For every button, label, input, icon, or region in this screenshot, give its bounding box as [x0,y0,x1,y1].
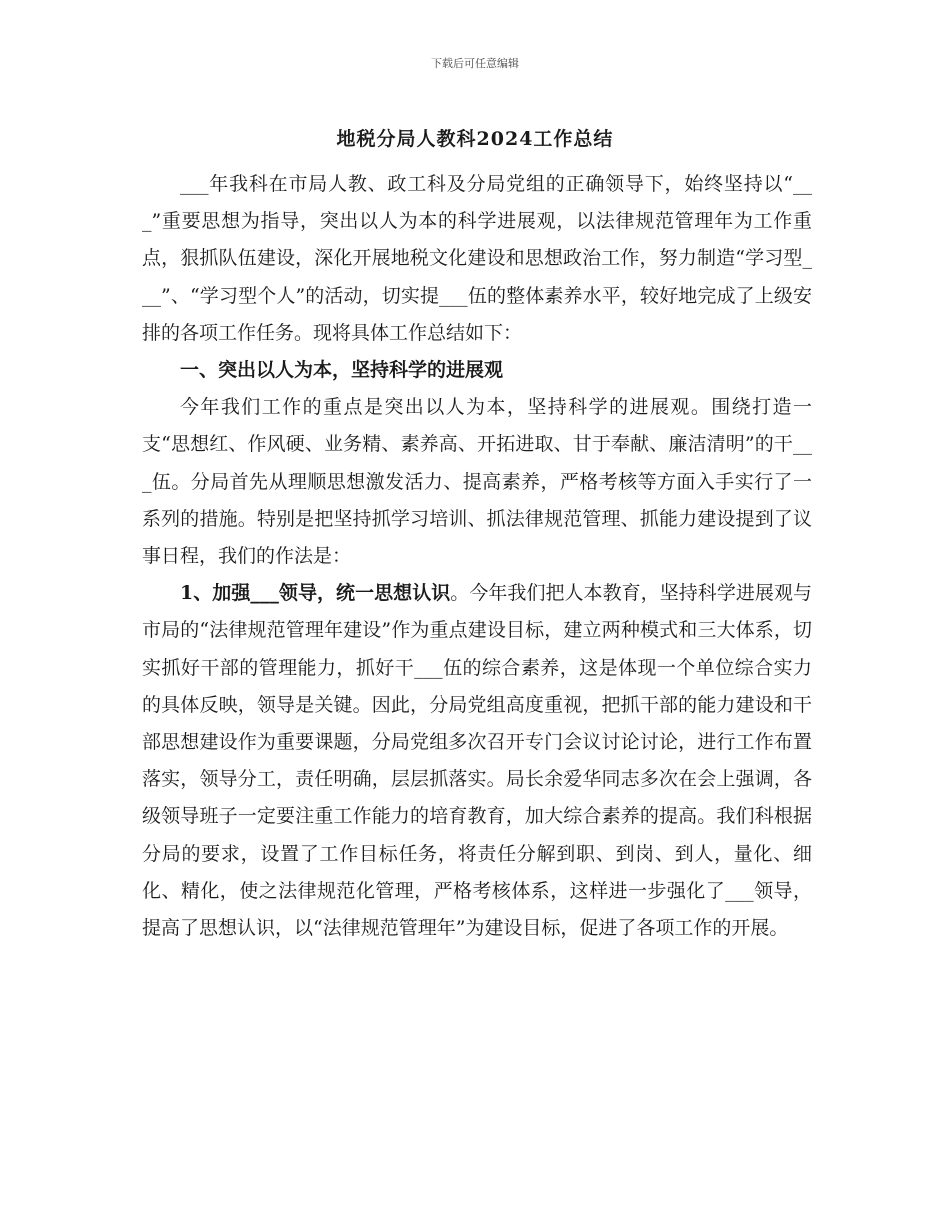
intro-paragraph: ___年我科在市局人教、政工科及分局党组的正确领导下，始终坚持以“___”重要思想为指导，突出以人为本的科学进展观，以法律规范管理年为工作重点，狠抓队伍建设，深化开展地税文化建设和思想政治工作，努力制造“学习型___”、“学习型个人”的活动，切实提___伍的整体素养水平，较好地完成了上级安排的各项工作任务。现将具体工作总结如下： [142,173,812,344]
item-1-body: 。今年我们把人本教育，坚持科学进展观与市局的“法律规范管理年建设”作为重点建设目标，建立两种模式和三大体系，切实抓好干部的管理能力，抓好干___伍的综合素养，这是体现一个单位综合实力的具体反映，领导是关键。因此，分局党组高度重视，把抓干部的能力建设和干部思想建设作为重要课题，分局党组多次召开专门会议讨论讨论，进行工作布置落实，领导分工，责任明确，层层抓落实。局长余爱华同志多次在会上强调，各级领导班子一定要注重工作能力的培育教育，加大综合素养的提高。我们科根据分局的要求，设置了工作目标任务，将责任分解到职、到岗、到人，量化、细化、精化，使之法律规范化管理，严格考核体系，这样进一步强化了___领导，提高了思想认识，以“法律规范管理年”为建设目标，促进了各项工作的开展。 [142,582,812,940]
section-1-paragraph: 今年我们工作的重点是突出以人为本，坚持科学的进展观。围绕打造一支“思想红、作风硬、业务精、素养高、开拓进取、甘于奉献、廉洁清明”的干___伍。分局首先从理顺思想激发活力、提高素养，严格考核等方面入手实行了一系列的措施。特别是把坚持抓学习培训、抓法律规范管理、抓能力建设提到了议事日程，我们的作法是： [142,396,812,568]
document-body [142,166,812,947]
item-1-paragraph [142,575,812,947]
document-title: 地税分局人教科2024工作总结 [336,128,614,150]
header-note: 下载后可任意编辑 [431,57,519,70]
section-heading-1: 一、突出以人为本，坚持科学的进展观 [180,359,504,382]
item-1-lead: 1、加强___领导，统一思想认识 [180,582,451,605]
